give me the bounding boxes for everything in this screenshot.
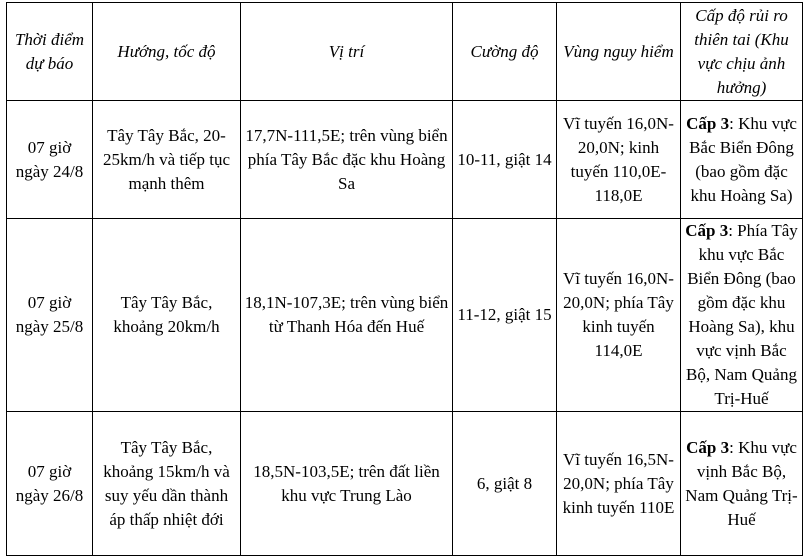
header-risk-level: Cấp độ rủi ro thiên tai (Khu vực chịu ảnh hưởng)	[681, 3, 803, 101]
table-row	[7, 219, 803, 412]
risk-level-label: Cấp 3	[686, 113, 730, 133]
risk-level-label: Cấp 3	[686, 437, 730, 457]
cell-risk	[681, 101, 803, 219]
risk-area-text: : Khu vực Bắc Biển Đông (bao gồm đặc khu Hoàng Sa)	[689, 113, 797, 205]
cell-direction: Tây Tây Bắc, 20-25km/h và tiếp tục mạnh thêm	[93, 101, 241, 219]
cell-intensity: 11-12, giật 15	[453, 219, 557, 412]
header-position: Vị trí	[241, 3, 453, 101]
header-intensity: Cường độ	[453, 3, 557, 101]
risk-area-text: : Khu vực vịnh Bắc Bộ, Nam Quảng Trị-Huế	[685, 437, 798, 529]
cell-intensity: 6, giật 8	[453, 412, 557, 556]
cell-time: 07 giờ ngày 25/8	[7, 219, 93, 412]
table-row	[7, 412, 803, 556]
header-row	[7, 3, 803, 101]
cell-risk	[681, 412, 803, 556]
cell-danger-zone: Vĩ tuyến 16,0N-20,0N; kinh tuyến 110,0E-118,0E	[557, 101, 681, 219]
cell-time: 07 giờ ngày 24/8	[7, 101, 93, 219]
cell-direction: Tây Tây Bắc, khoảng 15km/h và suy yếu dần thành áp thấp nhiệt đới	[93, 412, 241, 556]
table-row	[7, 101, 803, 219]
cell-time: 07 giờ ngày 26/8	[7, 412, 93, 556]
cell-danger-zone: Vĩ tuyến 16,5N-20,0N; phía Tây kinh tuyến 110E	[557, 412, 681, 556]
cell-risk	[681, 219, 803, 412]
cell-direction: Tây Tây Bắc, khoảng 20km/h	[93, 219, 241, 412]
risk-level-label: Cấp 3	[685, 221, 729, 240]
risk-area-text: : Phía Tây khu vực Bắc Biển Đông (bao gồm đặc khu Hoàng Sa), khu vực vịnh Bắc Bộ, Nam Quảng Trị-Huế	[686, 221, 798, 408]
storm-forecast-table	[6, 2, 803, 556]
header-direction: Hướng, tốc độ	[93, 3, 241, 101]
cell-intensity: 10-11, giật 14	[453, 101, 557, 219]
header-time: Thời điểm dự báo	[7, 3, 93, 101]
cell-position: 17,7N-111,5E; trên vùng biển phía Tây Bắc đặc khu Hoàng Sa	[241, 101, 453, 219]
cell-position: 18,5N-103,5E; trên đất liền khu vực Trung Lào	[241, 412, 453, 556]
cell-danger-zone: Vĩ tuyến 16,0N-20,0N; phía Tây kinh tuyến 114,0E	[557, 219, 681, 412]
cell-position: 18,1N-107,3E; trên vùng biển từ Thanh Hóa đến Huế	[241, 219, 453, 412]
header-danger-zone: Vùng nguy hiểm	[557, 3, 681, 101]
